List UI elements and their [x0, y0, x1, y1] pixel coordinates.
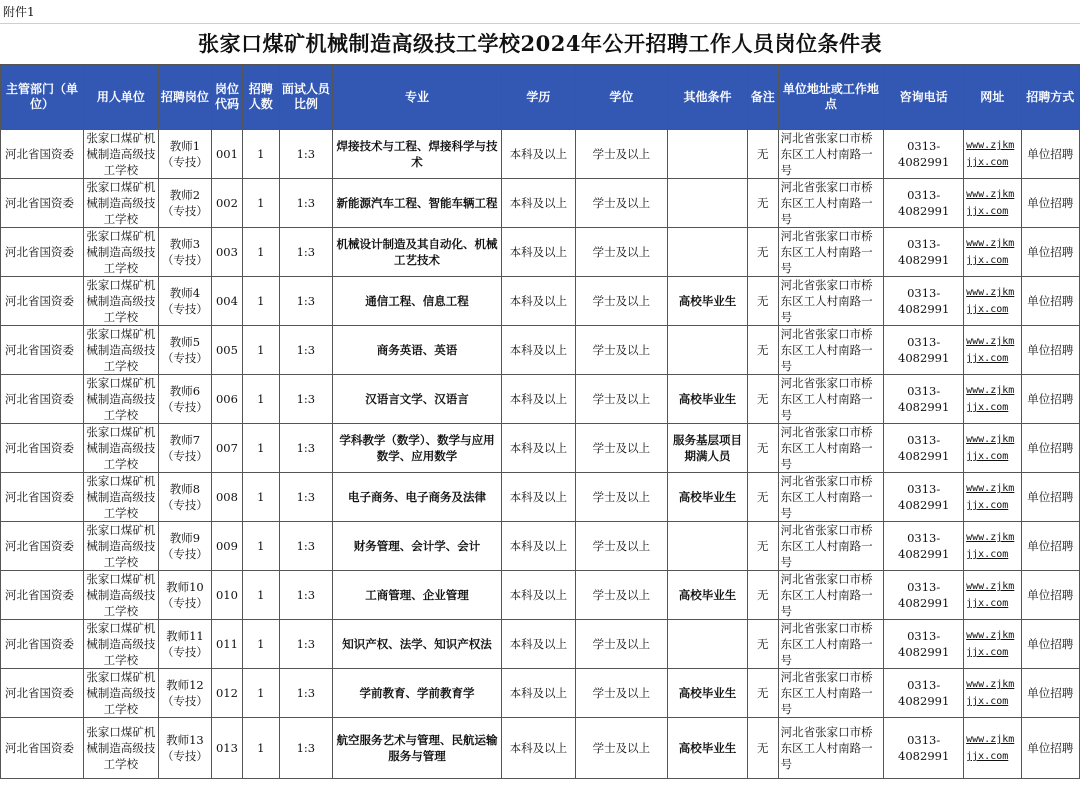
cell-position: 教师2（专技）	[158, 179, 211, 228]
cell-unit: 张家口煤矿机械制造高级技工学校	[84, 620, 159, 669]
cell-dept: 河北省国资委	[1, 326, 84, 375]
cell-note: 无	[747, 130, 778, 179]
cell-major: 机械设计制造及其自动化、机械工艺技术	[332, 228, 501, 277]
cell-count: 1	[242, 375, 279, 424]
header-other: 其他条件	[668, 65, 748, 130]
cell-code: 006	[212, 375, 243, 424]
cell-method: 单位招聘	[1021, 620, 1080, 669]
table-row	[1, 718, 1080, 779]
table-row	[1, 473, 1080, 522]
cell-phone: 0313-4082991	[884, 228, 964, 277]
header-phone: 咨询电话	[884, 65, 964, 130]
cell-note: 无	[747, 179, 778, 228]
cell-major: 汉语言文学、汉语言	[332, 375, 501, 424]
cell-address: 河北省张家口市桥东区工人村南路一号	[778, 228, 884, 277]
cell-code: 003	[212, 228, 243, 277]
cell-address: 河北省张家口市桥东区工人村南路一号	[778, 718, 884, 779]
cell-ratio: 1:3	[279, 130, 332, 179]
cell-code: 012	[212, 669, 243, 718]
cell-education: 本科及以上	[502, 228, 576, 277]
cell-degree: 学士及以上	[575, 326, 667, 375]
cell-ratio: 1:3	[279, 522, 332, 571]
cell-dept: 河北省国资委	[1, 424, 84, 473]
cell-education: 本科及以上	[502, 571, 576, 620]
cell-count: 1	[242, 228, 279, 277]
cell-unit: 张家口煤矿机械制造高级技工学校	[84, 522, 159, 571]
cell-phone: 0313-4082991	[884, 522, 964, 571]
cell-other	[668, 620, 748, 669]
cell-address: 河北省张家口市桥东区工人村南路一号	[778, 473, 884, 522]
cell-position: 教师12（专技）	[158, 669, 211, 718]
cell-ratio: 1:3	[279, 473, 332, 522]
cell-note: 无	[747, 473, 778, 522]
cell-address: 河北省张家口市桥东区工人村南路一号	[778, 179, 884, 228]
cell-ratio: 1:3	[279, 718, 332, 779]
cell-website[interactable]: www.zjkmjjx.com	[964, 228, 1021, 277]
cell-other: 高校毕业生	[668, 669, 748, 718]
cell-major: 航空服务艺术与管理、民航运输服务与管理	[332, 718, 501, 779]
cell-address: 河北省张家口市桥东区工人村南路一号	[778, 375, 884, 424]
cell-code: 009	[212, 522, 243, 571]
cell-count: 1	[242, 522, 279, 571]
cell-address: 河北省张家口市桥东区工人村南路一号	[778, 522, 884, 571]
cell-count: 1	[242, 571, 279, 620]
cell-count: 1	[242, 718, 279, 779]
cell-dept: 河北省国资委	[1, 375, 84, 424]
cell-major: 通信工程、信息工程	[332, 277, 501, 326]
cell-note: 无	[747, 571, 778, 620]
cell-phone: 0313-4082991	[884, 424, 964, 473]
cell-count: 1	[242, 620, 279, 669]
table-row	[1, 522, 1080, 571]
header-ratio: 面试人员比例	[279, 65, 332, 130]
cell-address: 河北省张家口市桥东区工人村南路一号	[778, 277, 884, 326]
cell-unit: 张家口煤矿机械制造高级技工学校	[84, 571, 159, 620]
cell-website[interactable]: www.zjkmjjx.com	[964, 424, 1021, 473]
header-method: 招聘方式	[1021, 65, 1080, 130]
cell-education: 本科及以上	[502, 522, 576, 571]
cell-dept: 河北省国资委	[1, 522, 84, 571]
cell-dept: 河北省国资委	[1, 228, 84, 277]
cell-method: 单位招聘	[1021, 179, 1080, 228]
cell-other: 高校毕业生	[668, 375, 748, 424]
cell-note: 无	[747, 375, 778, 424]
cell-major: 工商管理、企业管理	[332, 571, 501, 620]
cell-degree: 学士及以上	[575, 522, 667, 571]
cell-method: 单位招聘	[1021, 130, 1080, 179]
cell-count: 1	[242, 179, 279, 228]
header-major: 专业	[332, 65, 501, 130]
cell-note: 无	[747, 669, 778, 718]
header-degree: 学位	[575, 65, 667, 130]
cell-website[interactable]: www.zjkmjjx.com	[964, 473, 1021, 522]
cell-code: 013	[212, 718, 243, 779]
cell-website[interactable]: www.zjkmjjx.com	[964, 130, 1021, 179]
cell-other	[668, 130, 748, 179]
header-website: 网址	[964, 65, 1021, 130]
cell-unit: 张家口煤矿机械制造高级技工学校	[84, 179, 159, 228]
cell-method: 单位招聘	[1021, 326, 1080, 375]
cell-website[interactable]: www.zjkmjjx.com	[964, 620, 1021, 669]
cell-ratio: 1:3	[279, 277, 332, 326]
cell-dept: 河北省国资委	[1, 473, 84, 522]
cell-position: 教师3（专技）	[158, 228, 211, 277]
cell-address: 河北省张家口市桥东区工人村南路一号	[778, 326, 884, 375]
cell-dept: 河北省国资委	[1, 571, 84, 620]
cell-phone: 0313-4082991	[884, 718, 964, 779]
cell-code: 011	[212, 620, 243, 669]
cell-code: 002	[212, 179, 243, 228]
header-education: 学历	[502, 65, 576, 130]
cell-phone: 0313-4082991	[884, 620, 964, 669]
cell-degree: 学士及以上	[575, 375, 667, 424]
cell-unit: 张家口煤矿机械制造高级技工学校	[84, 669, 159, 718]
table-row	[1, 326, 1080, 375]
cell-position: 教师8（专技）	[158, 473, 211, 522]
cell-position: 教师4（专技）	[158, 277, 211, 326]
header-count: 招聘人数	[242, 65, 279, 130]
cell-code: 005	[212, 326, 243, 375]
cell-phone: 0313-4082991	[884, 326, 964, 375]
cell-education: 本科及以上	[502, 179, 576, 228]
cell-major: 焊接技术与工程、焊接科学与技术	[332, 130, 501, 179]
cell-major: 学前教育、学前教育学	[332, 669, 501, 718]
cell-unit: 张家口煤矿机械制造高级技工学校	[84, 718, 159, 779]
cell-website[interactable]: www.zjkmjjx.com	[964, 522, 1021, 571]
table-row	[1, 179, 1080, 228]
cell-unit: 张家口煤矿机械制造高级技工学校	[84, 326, 159, 375]
cell-note: 无	[747, 228, 778, 277]
cell-method: 单位招聘	[1021, 473, 1080, 522]
cell-degree: 学士及以上	[575, 130, 667, 179]
cell-education: 本科及以上	[502, 473, 576, 522]
cell-method: 单位招聘	[1021, 571, 1080, 620]
cell-ratio: 1:3	[279, 375, 332, 424]
cell-address: 河北省张家口市桥东区工人村南路一号	[778, 424, 884, 473]
cell-phone: 0313-4082991	[884, 375, 964, 424]
cell-degree: 学士及以上	[575, 473, 667, 522]
cell-unit: 张家口煤矿机械制造高级技工学校	[84, 277, 159, 326]
cell-major: 新能源汽车工程、智能车辆工程	[332, 179, 501, 228]
cell-degree: 学士及以上	[575, 669, 667, 718]
table-header-row	[1, 65, 1080, 130]
table-row	[1, 277, 1080, 326]
cell-code: 010	[212, 571, 243, 620]
cell-website[interactable]: www.zjkmjjx.com	[964, 718, 1021, 779]
cell-position: 教师5（专技）	[158, 326, 211, 375]
cell-major: 知识产权、法学、知识产权法	[332, 620, 501, 669]
cell-unit: 张家口煤矿机械制造高级技工学校	[84, 424, 159, 473]
cell-dept: 河北省国资委	[1, 718, 84, 779]
cell-ratio: 1:3	[279, 424, 332, 473]
cell-website[interactable]: www.zjkmjjx.com	[964, 326, 1021, 375]
cell-ratio: 1:3	[279, 179, 332, 228]
cell-other: 服务基层项目期满人员	[668, 424, 748, 473]
recruitment-table	[0, 64, 1080, 779]
cell-position: 教师13（专技）	[158, 718, 211, 779]
cell-position: 教师10（专技）	[158, 571, 211, 620]
cell-ratio: 1:3	[279, 571, 332, 620]
cell-other	[668, 326, 748, 375]
cell-phone: 0313-4082991	[884, 130, 964, 179]
cell-count: 1	[242, 130, 279, 179]
cell-major: 学科教学（数学）、数学与应用数学、应用数学	[332, 424, 501, 473]
cell-note: 无	[747, 326, 778, 375]
cell-website[interactable]: www.zjkmjjx.com	[964, 375, 1021, 424]
cell-degree: 学士及以上	[575, 571, 667, 620]
cell-dept: 河北省国资委	[1, 130, 84, 179]
table-row	[1, 424, 1080, 473]
table-row	[1, 130, 1080, 179]
attachment-label: 附件1	[0, 0, 1080, 24]
cell-education: 本科及以上	[502, 375, 576, 424]
table-row	[1, 620, 1080, 669]
cell-other	[668, 179, 748, 228]
cell-website[interactable]: www.zjkmjjx.com	[964, 669, 1021, 718]
cell-address: 河北省张家口市桥东区工人村南路一号	[778, 571, 884, 620]
cell-phone: 0313-4082991	[884, 669, 964, 718]
cell-major: 电子商务、电子商务及法律	[332, 473, 501, 522]
cell-education: 本科及以上	[502, 326, 576, 375]
header-dept: 主管部门（单位）	[1, 65, 84, 130]
cell-ratio: 1:3	[279, 620, 332, 669]
cell-degree: 学士及以上	[575, 179, 667, 228]
cell-phone: 0313-4082991	[884, 473, 964, 522]
cell-count: 1	[242, 326, 279, 375]
cell-dept: 河北省国资委	[1, 179, 84, 228]
cell-note: 无	[747, 718, 778, 779]
cell-other: 高校毕业生	[668, 718, 748, 779]
cell-note: 无	[747, 522, 778, 571]
cell-address: 河北省张家口市桥东区工人村南路一号	[778, 620, 884, 669]
cell-method: 单位招聘	[1021, 375, 1080, 424]
cell-note: 无	[747, 424, 778, 473]
cell-method: 单位招聘	[1021, 424, 1080, 473]
cell-count: 1	[242, 669, 279, 718]
cell-education: 本科及以上	[502, 718, 576, 779]
cell-unit: 张家口煤矿机械制造高级技工学校	[84, 375, 159, 424]
cell-degree: 学士及以上	[575, 277, 667, 326]
cell-method: 单位招聘	[1021, 277, 1080, 326]
cell-education: 本科及以上	[502, 424, 576, 473]
table-body	[1, 130, 1080, 779]
cell-dept: 河北省国资委	[1, 669, 84, 718]
cell-code: 004	[212, 277, 243, 326]
cell-other: 高校毕业生	[668, 571, 748, 620]
cell-count: 1	[242, 424, 279, 473]
cell-ratio: 1:3	[279, 326, 332, 375]
cell-education: 本科及以上	[502, 669, 576, 718]
cell-note: 无	[747, 277, 778, 326]
cell-phone: 0313-4082991	[884, 179, 964, 228]
cell-address: 河北省张家口市桥东区工人村南路一号	[778, 130, 884, 179]
table-row	[1, 571, 1080, 620]
cell-ratio: 1:3	[279, 228, 332, 277]
cell-code: 007	[212, 424, 243, 473]
cell-method: 单位招聘	[1021, 522, 1080, 571]
page-title: 张家口煤矿机械制造高级技工学校2024年公开招聘工作人员岗位条件表	[198, 31, 882, 56]
cell-phone: 0313-4082991	[884, 277, 964, 326]
cell-major: 商务英语、英语	[332, 326, 501, 375]
cell-education: 本科及以上	[502, 130, 576, 179]
cell-method: 单位招聘	[1021, 228, 1080, 277]
cell-website[interactable]: www.zjkmjjx.com	[964, 179, 1021, 228]
cell-position: 教师7（专技）	[158, 424, 211, 473]
cell-address: 河北省张家口市桥东区工人村南路一号	[778, 669, 884, 718]
table-row	[1, 669, 1080, 718]
cell-position: 教师11（专技）	[158, 620, 211, 669]
cell-education: 本科及以上	[502, 620, 576, 669]
cell-position: 教师1（专技）	[158, 130, 211, 179]
cell-count: 1	[242, 473, 279, 522]
cell-degree: 学士及以上	[575, 228, 667, 277]
cell-ratio: 1:3	[279, 669, 332, 718]
cell-method: 单位招聘	[1021, 718, 1080, 779]
cell-position: 教师6（专技）	[158, 375, 211, 424]
header-unit: 用人单位	[84, 65, 159, 130]
cell-other	[668, 228, 748, 277]
header-address: 单位地址或工作地点	[778, 65, 884, 130]
cell-unit: 张家口煤矿机械制造高级技工学校	[84, 473, 159, 522]
cell-code: 008	[212, 473, 243, 522]
table-row	[1, 228, 1080, 277]
cell-major: 财务管理、会计学、会计	[332, 522, 501, 571]
cell-dept: 河北省国资委	[1, 277, 84, 326]
cell-unit: 张家口煤矿机械制造高级技工学校	[84, 228, 159, 277]
header-note: 备注	[747, 65, 778, 130]
cell-degree: 学士及以上	[575, 620, 667, 669]
header-code: 岗位代码	[212, 65, 243, 130]
cell-degree: 学士及以上	[575, 718, 667, 779]
cell-count: 1	[242, 277, 279, 326]
cell-education: 本科及以上	[502, 277, 576, 326]
cell-other: 高校毕业生	[668, 277, 748, 326]
header-position: 招聘岗位	[158, 65, 211, 130]
cell-phone: 0313-4082991	[884, 571, 964, 620]
cell-unit: 张家口煤矿机械制造高级技工学校	[84, 130, 159, 179]
cell-code: 001	[212, 130, 243, 179]
cell-note: 无	[747, 620, 778, 669]
cell-website[interactable]: www.zjkmjjx.com	[964, 571, 1021, 620]
cell-website[interactable]: www.zjkmjjx.com	[964, 277, 1021, 326]
cell-other: 高校毕业生	[668, 473, 748, 522]
table-row	[1, 375, 1080, 424]
cell-degree: 学士及以上	[575, 424, 667, 473]
cell-method: 单位招聘	[1021, 669, 1080, 718]
cell-dept: 河北省国资委	[1, 620, 84, 669]
cell-position: 教师9（专技）	[158, 522, 211, 571]
cell-other	[668, 522, 748, 571]
